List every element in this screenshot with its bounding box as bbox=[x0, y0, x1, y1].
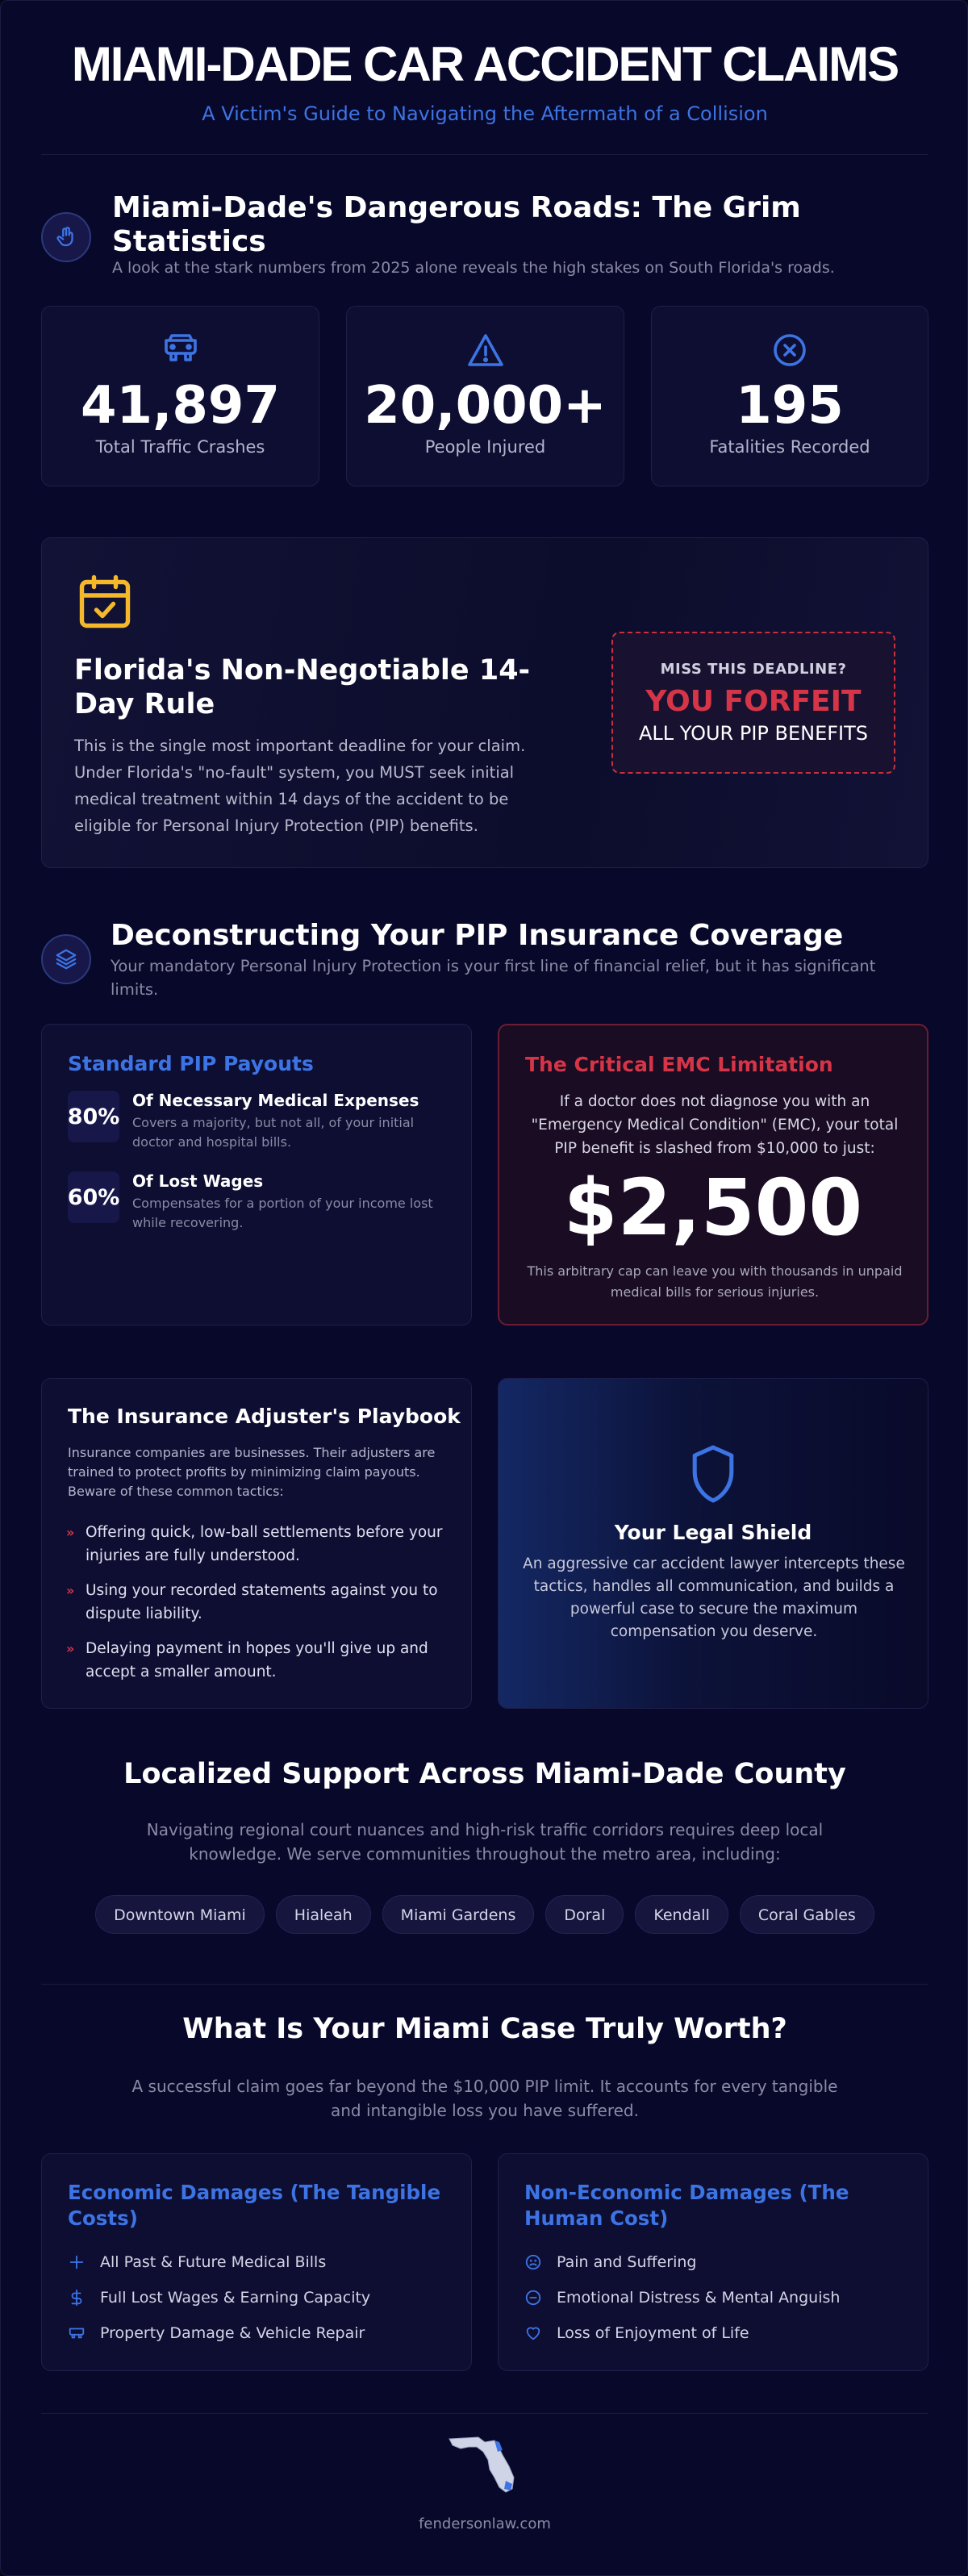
emc-body: If a doctor does not diagnose you with an "Emergency Medical Condition" (EMC), your total PIP benefit is slashed from $10,000 to just: bbox=[531, 1093, 899, 1157]
stat-value: 41,897 bbox=[81, 376, 280, 436]
area-pill: Hialeah bbox=[276, 1895, 371, 1934]
non-economic-damages-card bbox=[498, 2153, 928, 2371]
bullet-mark: » bbox=[66, 1525, 75, 1540]
florida-map-icon bbox=[446, 2431, 524, 2499]
stats-section-subtitle: A look at the stark numbers from 2025 alone reveals the high stakes on South Florida's roads. bbox=[112, 259, 835, 277]
shield-icon bbox=[499, 1443, 928, 1505]
minus-circle-icon bbox=[524, 2289, 542, 2307]
stat-label: Total Traffic Crashes bbox=[95, 437, 265, 457]
playbook-intro: Insurance companies are businesses. Their adjusters are trained to protect profits by minimizing claim payouts. Beware of these common tactics: bbox=[68, 1445, 436, 1499]
rule-title: Florida's Non-Negotiable 14- Day Rule bbox=[74, 654, 531, 720]
layers-icon bbox=[41, 934, 91, 984]
stat-value: 20,000+ bbox=[364, 376, 607, 436]
stat-card-crashes bbox=[41, 306, 319, 486]
area-pill: Kendall bbox=[635, 1895, 728, 1934]
damage-item: Full Lost Wages & Earning Capacity bbox=[68, 2280, 455, 2315]
bullet-mark: » bbox=[66, 1641, 75, 1656]
non-economic-list bbox=[524, 2244, 912, 2351]
damage-item: All Past & Future Medical Bills bbox=[68, 2244, 455, 2280]
warning-icon bbox=[347, 332, 624, 368]
non-economic-title: Non-Economic Damages (The Human Cost) bbox=[524, 2181, 849, 2230]
damage-item: Loss of Enjoyment of Life bbox=[524, 2315, 912, 2351]
tactic-item: » Using your recorded statements against you to dispute liability. bbox=[66, 1579, 453, 1626]
area-pill: Miami Gardens bbox=[382, 1895, 535, 1934]
page-title: MIAMI-DADE CAR ACCIDENT CLAIMS bbox=[71, 37, 899, 91]
economic-damages-card bbox=[41, 2153, 472, 2371]
playbook-title: The Insurance Adjuster's Playbook bbox=[68, 1405, 461, 1428]
emc-note: This arbitrary cap can leave you with thousands in unpaid medical bills for serious injuries. bbox=[527, 1263, 903, 1300]
stat-value: 195 bbox=[736, 376, 844, 436]
economic-list bbox=[68, 2244, 455, 2351]
page-subtitle: A Victim's Guide to Navigating the Aftermath of a Collision bbox=[202, 102, 768, 125]
shield-body: An aggressive car accident lawyer intercepts these tactics, handles all communication, and builds a powerful case to secure the maximum compensation you deserve. bbox=[523, 1555, 905, 1640]
bullet-mark: » bbox=[66, 1583, 75, 1598]
divider bbox=[41, 2413, 928, 2414]
heart-icon bbox=[524, 2324, 542, 2342]
local-title: Localized Support Across Miami-Dade County bbox=[123, 1758, 846, 1790]
damage-item: Emotional Distress & Mental Anguish bbox=[524, 2280, 912, 2315]
footer-site: fendersonlaw.com bbox=[419, 2515, 551, 2532]
divider bbox=[41, 154, 928, 155]
area-pill-list bbox=[1, 1895, 968, 1934]
x-circle-icon bbox=[652, 332, 928, 368]
dollar-icon bbox=[68, 2289, 86, 2307]
divider bbox=[41, 1984, 928, 1985]
sad-face-icon bbox=[524, 2253, 542, 2271]
local-body: Navigating regional court nuances and high-risk traffic corridors requires deep local knowledge. We serve communities throughout the metro area, including: bbox=[146, 1820, 824, 1864]
payout-title: Of Lost Wages bbox=[132, 1171, 264, 1191]
standard-pip-card bbox=[41, 1024, 472, 1326]
area-pill: Doral bbox=[545, 1895, 624, 1934]
deadline-warning-box bbox=[611, 632, 895, 774]
adjuster-playbook-card bbox=[41, 1378, 472, 1709]
shield-title: Your Legal Shield bbox=[614, 1521, 812, 1544]
payout-description: Compensates for a portion of your income lost while recovering. bbox=[132, 1196, 433, 1230]
stats-section-title: Miami-Dade's Dangerous Roads: The Grim Statistics bbox=[112, 191, 801, 258]
stat-card-fatalities bbox=[651, 306, 928, 486]
pip-section-subtitle: Your mandatory Personal Injury Protection is your first line of financial relief, but it has significant limits. bbox=[111, 957, 876, 999]
economic-title: Economic Damages (The Tangible Costs) bbox=[68, 2181, 441, 2230]
pip-section-title: Deconstructing Your PIP Insurance Coverage bbox=[111, 919, 844, 952]
area-pill: Coral Gables bbox=[740, 1895, 874, 1934]
emc-amount: $2,500 bbox=[563, 1163, 863, 1253]
worth-body: A successful claim goes far beyond the $10,000 PIP limit. It accounts for every tangible and intangible loss you have suffered. bbox=[131, 2077, 838, 2120]
warning-headline: YOU FORFEIT bbox=[645, 685, 862, 718]
damage-item: Property Damage & Vehicle Repair bbox=[68, 2315, 455, 2351]
standard-pip-title: Standard PIP Payouts bbox=[68, 1052, 314, 1075]
payout-title: Of Necessary Medical Expenses bbox=[132, 1091, 419, 1110]
worth-title: What Is Your Miami Case Truly Worth? bbox=[182, 2013, 787, 2045]
percent-badge: 60% bbox=[68, 1171, 119, 1223]
warning-kicker: MISS THIS DEADLINE? bbox=[660, 661, 847, 678]
tactic-item: » Delaying payment in hopes you'll give up and accept a smaller amount. bbox=[66, 1637, 453, 1684]
rule-body: This is the single most important deadline for your claim. Under Florida's "no-fault" system, you MUST seek initial medical treatment within 14 days of the accident to be eligible for Personal Injury Protection (PIP) benefits. bbox=[74, 737, 526, 835]
car-icon bbox=[42, 332, 319, 368]
percent-badge: 80% bbox=[68, 1091, 119, 1142]
rule-card bbox=[41, 537, 928, 868]
emc-limitation-card bbox=[498, 1024, 928, 1326]
warning-sub: ALL YOUR PIP BENEFITS bbox=[638, 722, 869, 745]
tactic-item: » Offering quick, low-ball settlements before your injuries are fully understood. bbox=[66, 1521, 453, 1568]
hand-icon bbox=[41, 212, 91, 262]
plus-icon bbox=[68, 2253, 86, 2271]
area-pill: Downtown Miami bbox=[95, 1895, 265, 1934]
calendar-check-icon bbox=[76, 572, 134, 637]
stat-card-injured bbox=[346, 306, 624, 486]
damage-item: Pain and Suffering bbox=[524, 2244, 912, 2280]
car-icon bbox=[68, 2324, 86, 2342]
emc-title: The Critical EMC Limitation bbox=[525, 1053, 833, 1076]
legal-shield-card bbox=[498, 1378, 928, 1709]
stat-label: People Injured bbox=[424, 437, 546, 457]
stat-label: Fatalities Recorded bbox=[709, 437, 870, 457]
payout-description: Covers a majority, but not all, of your initial doctor and hospital bills. bbox=[132, 1115, 415, 1150]
